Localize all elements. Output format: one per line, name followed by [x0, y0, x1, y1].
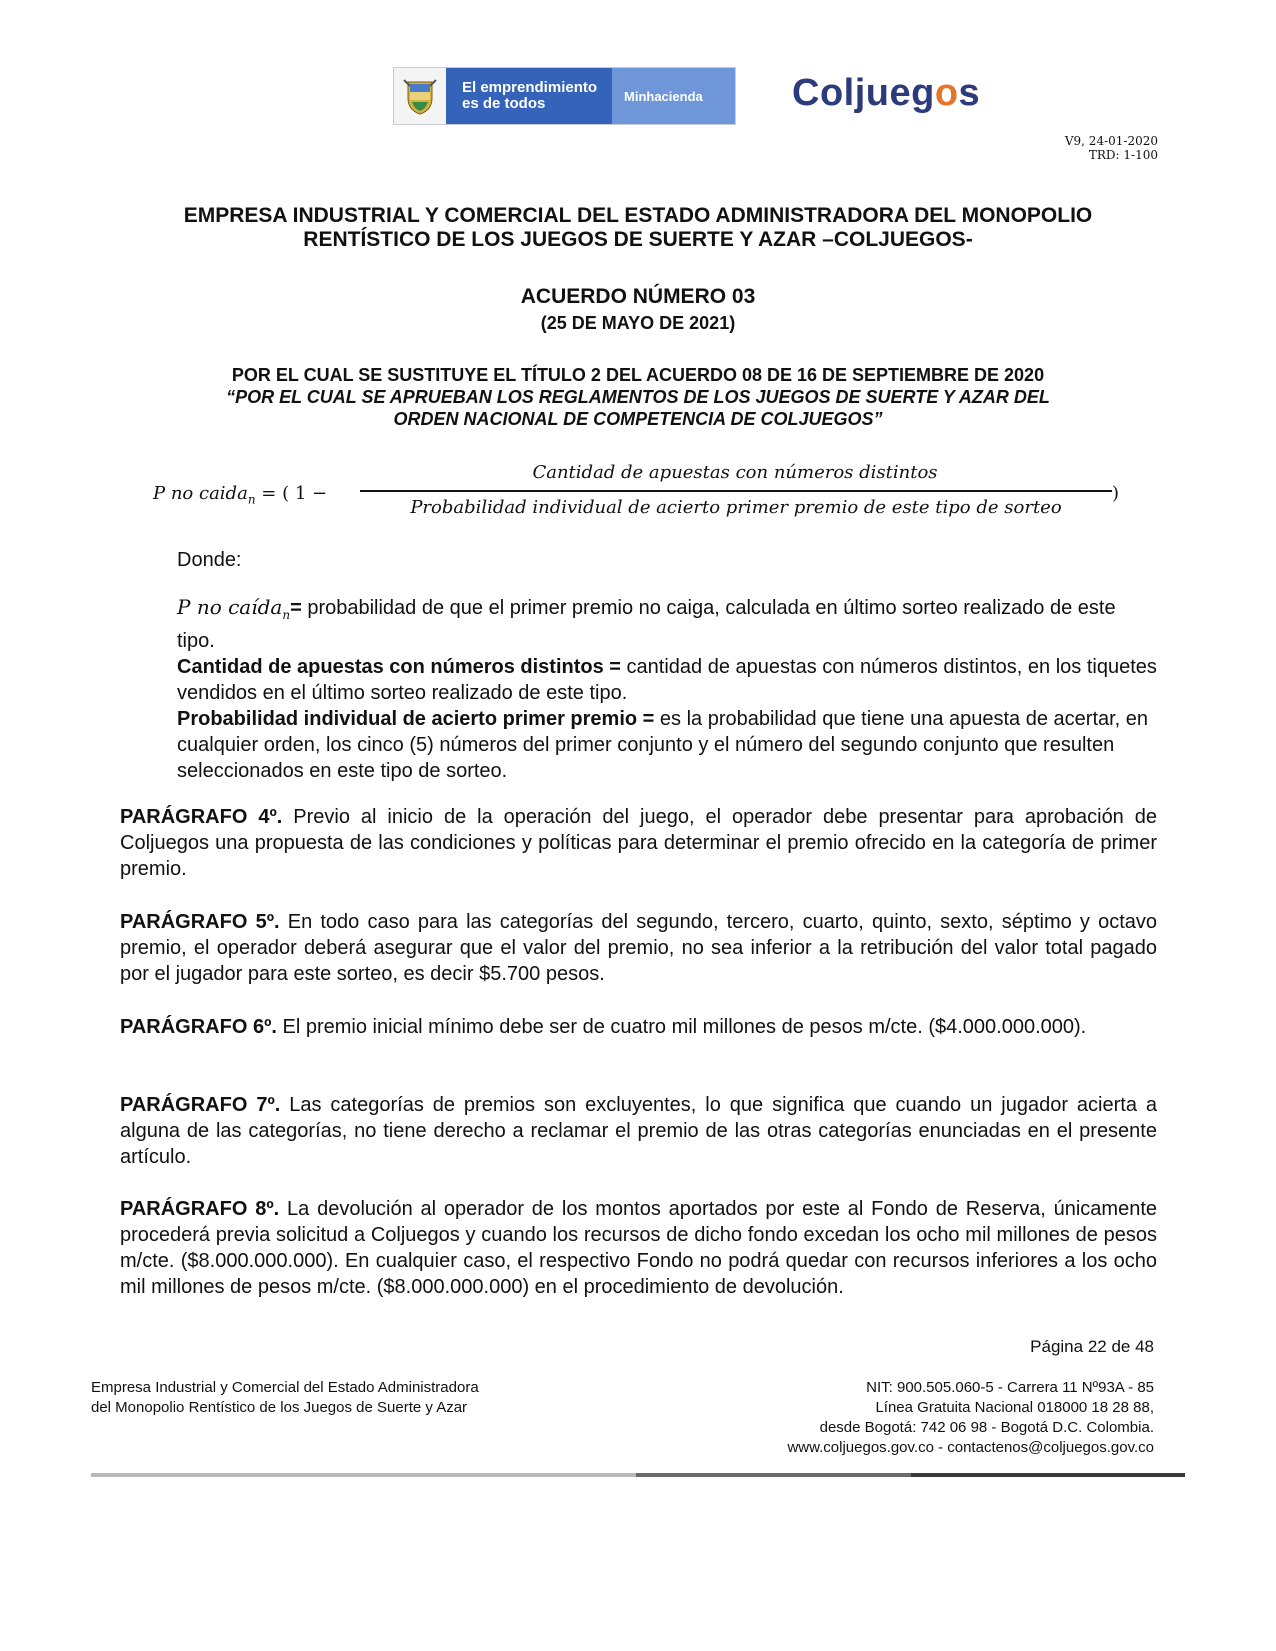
- paragraph-4: PARÁGRAFO 4º. Previo al inicio de la operación del juego, el operador debe presentar para aprobación de Coljuegos una propuesta de las condiciones y políticas para determinar el premio ofrecido en la categoría de primer premio.: [120, 806, 1157, 880]
- paragraph-5: PARÁGRAFO 5º. En todo caso para las categorías del segundo, tercero, cuarto, quinto, sexto, séptimo y octavo premio, el operador deberá asegurar que el valor del premio, no sea inferior a la retribución del valor total pagado por el jugador para este sorteo, es decir $5.700 pesos.: [120, 911, 1157, 985]
- paragraph-8: PARÁGRAFO 8º. La devolución al operador de los montos aportados por este al Fondo de Reserva, únicamente procederá previa solicitud a Coljuegos y cuando los recursos de dicho fondo excedan los ocho mil millones de pesos m/cte. ($8.000.000.000). En cualquier caso, el respectivo Fondo no podrá quedar con recursos inferiores a los ocho mil millones de pesos m/cte. ($8.000.000.000) en el procedimiento de devolución.: [120, 1198, 1158, 1298]
- ministry-label: Minhacienda: [612, 68, 735, 124]
- government-logo: [393, 67, 736, 125]
- entity-title: EMPRESA INDUSTRIAL Y COMERCIAL DEL ESTADO ADMINISTRADORA DEL MONOPOLIO RENTÍSTICO DE LOS JUEGOS DE SUERTE Y AZAR –COLJUEGOS-: [183, 204, 1093, 251]
- formula-denominator: Probabilidad individual de acierto primer premio de este tipo de sorteo: [410, 497, 1062, 518]
- coat-of-arms-icon: [394, 68, 446, 124]
- footer-contact: NIT: 900.505.060-5 - Carrera 11 Nº93A - 85 Línea Gratuita Nacional 018000 18 28 88, desde Bogotá: 742 06 98 - Bogotá D.C. Colombia. www.coljuegos.gov.co - contactenos@coljuegos.gov.co: [787, 1379, 1154, 1456]
- definition-cantidad: Cantidad de apuestas con números distintos = cantidad de apuestas con números distintos, en los tiquetes vendidos en el último sorteo realizado de este tipo.: [177, 656, 1157, 704]
- coljuegos-logo: Coljuegos: [792, 72, 981, 114]
- fraction-bar: [360, 490, 1112, 492]
- formula-numerator: Cantidad de apuestas con números distintos: [532, 462, 938, 483]
- footer-entity: Empresa Industrial y Comercial del Estado Administradora del Monopolio Rentístico de los Juegos de Suerte y Azar: [91, 1379, 479, 1416]
- paragraph-6: PARÁGRAFO 6º. El premio inicial mínimo debe ser de cuatro mil millones de pesos m/cte. ($4.000.000.000).: [120, 1016, 1087, 1038]
- agreement-number: ACUERDO NÚMERO 03: [520, 285, 756, 308]
- agreement-subject: POR EL CUAL SE SUSTITUYE EL TÍTULO 2 DEL ACUERDO 08 DE 16 DE SEPTIEMBRE DE 2020 “POR EL CUAL SE APRUEBAN LOS REGLAMENTOS DE LOS JUEGOS DE SUERTE Y AZAR DEL ORDEN NACIONAL DE COMPETENCIA DE COLJUEGOS”: [226, 365, 1050, 429]
- footer-rule-light: [91, 1473, 636, 1477]
- footer-website-link[interactable]: www.coljuegos.gov.co - contactenos@coljuegos.gov.co: [787, 1439, 1154, 1456]
- formula-close: ): [1112, 483, 1120, 504]
- page-number: Página 22 de 48: [1030, 1337, 1154, 1356]
- donde-label: Donde:: [177, 549, 242, 571]
- definition-p-no-caida: P no caída$_n$= probabilidad de que el primer premio no caiga, calculada en último sorteo realizado de este tipo.: [177, 595, 1116, 652]
- definition-probabilidad: Probabilidad individual de acierto primer premio = es la probabilidad que tiene una apuesta de acertar, en cualquier orden, los cinco (5) números del primer conjunto y el número del segundo conjunto que resulten seleccionados en este tipo de sorteo.: [177, 708, 1149, 782]
- version-info: V9, 24-01-2020 TRD: 1-100: [1064, 134, 1158, 162]
- formula-lhs: P no caida$_n$ = ( 1 −: [153, 483, 328, 507]
- definitions-list: [177, 594, 1157, 784]
- agreement-date: (25 DE MAYO DE 2021): [540, 313, 736, 333]
- gov-slogan: El emprendimiento es de todos: [446, 68, 612, 124]
- footer-rule-mid: [636, 1473, 911, 1477]
- footer-rule-dark: [911, 1473, 1185, 1477]
- paragraph-7: PARÁGRAFO 7º. Las categorías de premios son excluyentes, lo que significa que cuando un jugador acierta a alguna de las categorías, no tiene derecho a reclamar el premio de las otras categorías enunciadas en el presente artículo.: [120, 1094, 1157, 1168]
